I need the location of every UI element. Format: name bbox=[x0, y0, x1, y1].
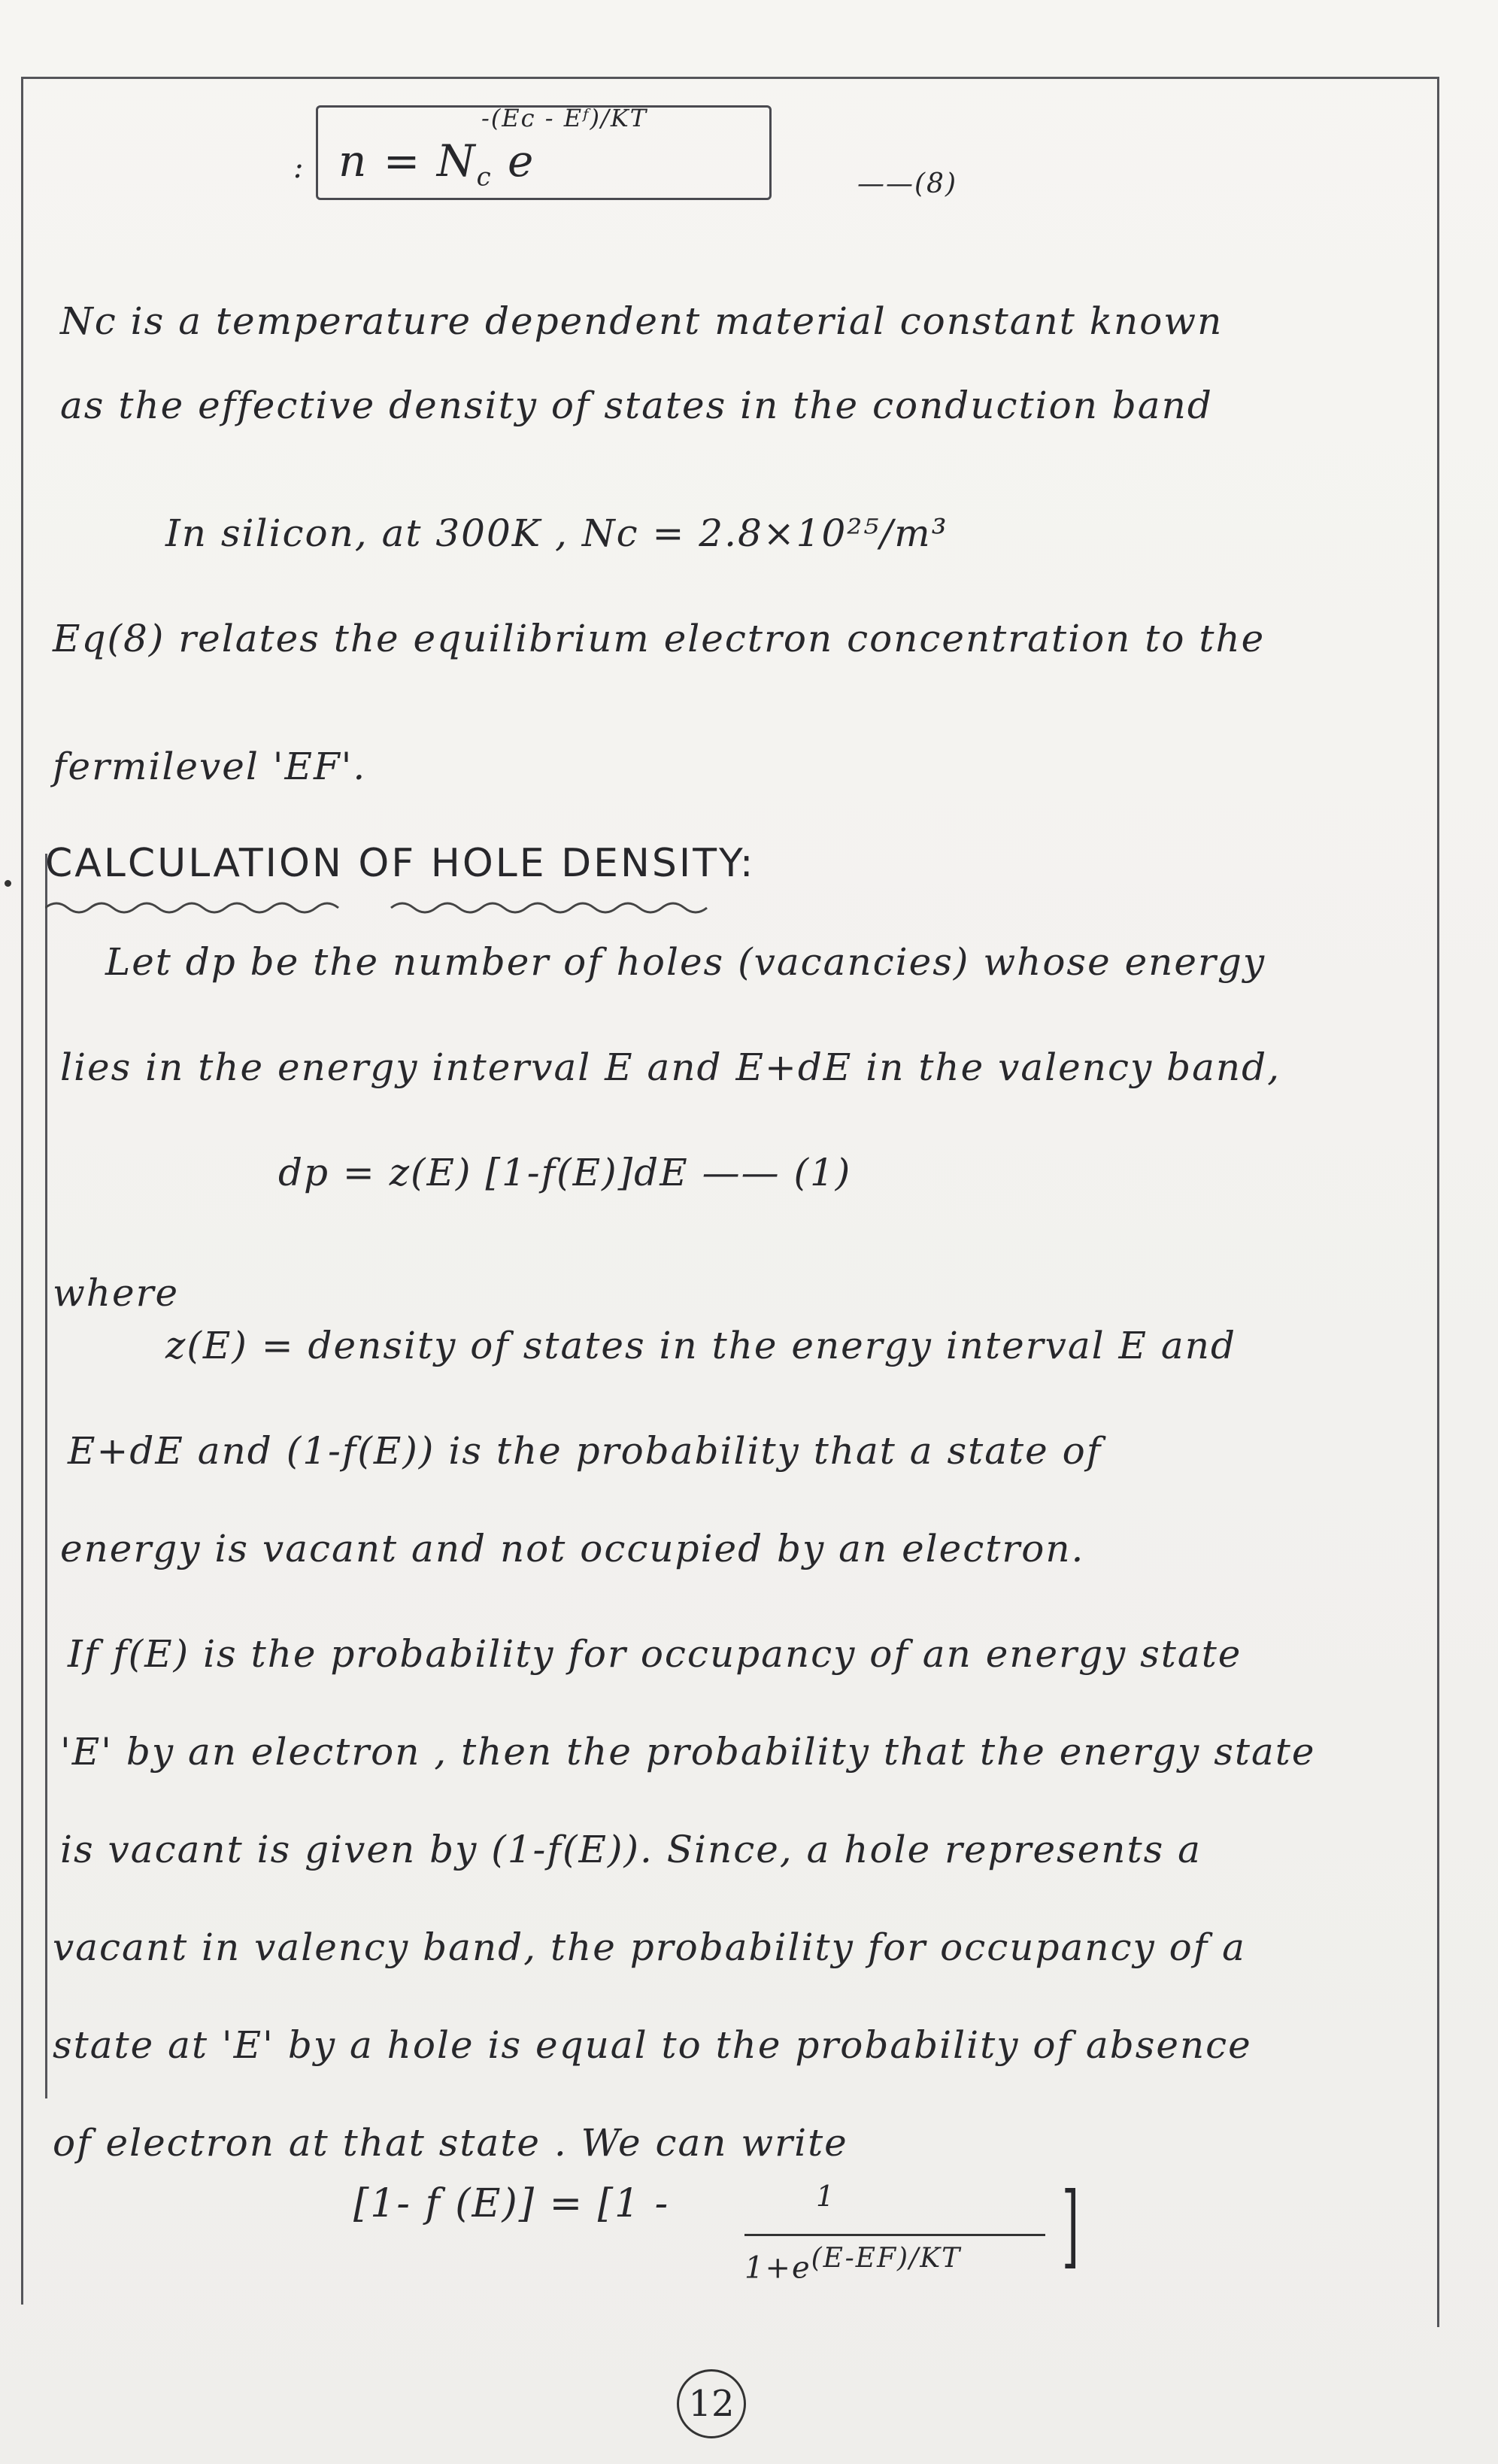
where-label: where bbox=[53, 1271, 180, 1315]
para3-line2: E+dE and (1-f(E)) is the probability that a state of bbox=[68, 1429, 1102, 1473]
denominator-exponent: (E-EF)/KT bbox=[811, 2243, 962, 2274]
para4-line6: of electron at that state . We can write bbox=[53, 2121, 848, 2165]
para2-line2: lies in the energy interval E and E+dE in the valency band, bbox=[60, 1045, 1281, 1089]
para4-line2: 'E' by an electron , then the probability that the energy state bbox=[60, 1730, 1316, 1774]
top-margin-line bbox=[21, 77, 1439, 79]
denominator-base: 1+e bbox=[744, 2250, 811, 2286]
para1-line2: as the effective density of states in the conduction band bbox=[60, 384, 1213, 427]
fraction-bar bbox=[744, 2234, 1045, 2236]
equation-subscript: c bbox=[476, 162, 493, 193]
heading-bullet bbox=[5, 880, 11, 887]
para4-line3: is vacant is given by (1-f(E)). Since, a hole represents a bbox=[60, 1828, 1202, 1871]
final-equation-numerator: 1 bbox=[816, 2180, 836, 2213]
para3-line3: energy is vacant and not occupied by an electron. bbox=[60, 1527, 1085, 1570]
equation-electron-density bbox=[338, 135, 535, 193]
para4-line5: state at 'E' by a hole is equal to the probability of absence bbox=[53, 2023, 1252, 2067]
page-number: 12 bbox=[677, 2369, 746, 2438]
final-equation-lhs: [1- f (E)] = [1 - bbox=[353, 2181, 670, 2226]
final-equation-denominator bbox=[744, 2243, 961, 2285]
para4-line1: If f(E) is the probability for occupancy of an energy state bbox=[68, 1632, 1242, 1676]
equation-number: ——(8) bbox=[857, 168, 957, 199]
left-margin-line bbox=[21, 78, 23, 2305]
right-margin-line bbox=[1437, 78, 1439, 2327]
para2-line1: Let dp be the number of holes (vacancies) whose energy bbox=[105, 940, 1266, 984]
equation-hole-density: dp = z(E) [1-f(E)]dE —— (1) bbox=[278, 1151, 852, 1194]
para1-line4: Eq(8) relates the equilibrium electron concentration to the bbox=[53, 617, 1266, 660]
equation-exp: e bbox=[492, 135, 535, 187]
inner-margin-line bbox=[45, 854, 47, 2098]
equation-exponent: -(Eᴄ - Eᶠ)/KT bbox=[481, 104, 648, 132]
para4-line4: vacant in valency band, the probability for occupancy of a bbox=[53, 1925, 1246, 1969]
therefore-mark: : bbox=[293, 150, 305, 185]
equation-n-nc: n = N bbox=[338, 135, 477, 187]
para1-line1: Nc is a temperature dependent material constant known bbox=[60, 299, 1224, 343]
para1-line3: In silicon, at 300K , Nc = 2.8×10²⁵/m³ bbox=[165, 511, 948, 555]
heading-underline bbox=[45, 897, 737, 919]
section-heading: CALCULATION OF HOLE DENSITY: bbox=[45, 841, 756, 886]
para3-line1: z(E) = density of states in the energy interval E and bbox=[165, 1324, 1236, 1367]
closing-bracket: ] bbox=[1061, 2174, 1080, 2278]
para1-line5: fermilevel 'EF'. bbox=[53, 745, 367, 788]
